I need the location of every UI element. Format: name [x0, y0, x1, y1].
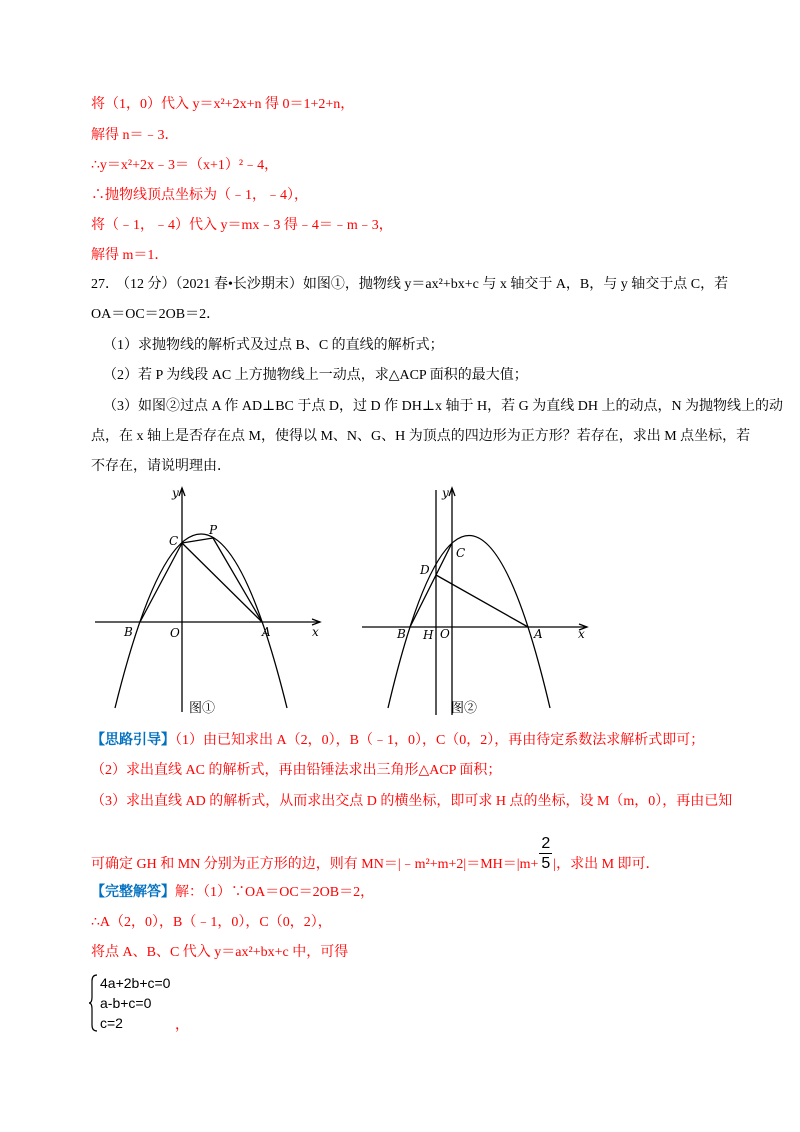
answer-line-2: ∴A（2，0），B（﹣1，0），C（0，2），: [91, 915, 332, 930]
equation-system: [100, 973, 170, 1033]
fraction: [541, 835, 551, 874]
fraction-denominator: 5: [541, 855, 551, 872]
previous-solution-line-6: 解得 m＝1．: [91, 248, 169, 263]
answer-line-1: [91, 883, 374, 903]
hint-line-1: [91, 731, 704, 751]
equation-2: a-b+c=0: [100, 995, 152, 1011]
label-y: y: [442, 486, 449, 500]
problem-stem-part-2: OA＝OC＝2OB＝2．: [91, 307, 221, 322]
label-h: H: [423, 628, 434, 642]
segment-ad: [436, 575, 528, 627]
label-x: x: [578, 627, 585, 641]
figure-1: [90, 480, 330, 720]
previous-solution-line-5: 将（﹣1，﹣4）代入 y＝mx﹣3 得﹣4＝﹣m﹣3，: [91, 218, 393, 233]
answer-tag: 【完整解答】: [91, 885, 175, 900]
hint-line-3: （3）求出直线 AD 的解析式，从而求出交点 D 的横坐标，即可求 H 点的坐标，设 M（m，0），再由已知: [91, 794, 733, 809]
label-o: O: [170, 626, 180, 640]
figure-2: [355, 480, 595, 720]
fraction-numerator: 2: [541, 835, 551, 852]
label-d: D: [420, 563, 430, 577]
hint-line-4: [91, 835, 660, 874]
previous-solution-line-4: ∴抛物线顶点坐标为（﹣1，﹣4），: [91, 188, 308, 203]
equation-trailing-comma: ，: [175, 1018, 189, 1033]
problem-score: （12 分）: [123, 277, 176, 292]
question-1: （1）求抛物线的解析式及过点 B、C 的直线的解析式；: [103, 338, 444, 353]
problem-stem-part-1: 如图①，抛物线 y＝ax²+bx+c 与 x 轴交于 A，B，与 y 轴交于点 C，若: [302, 277, 729, 292]
hint-tag: 【思路引导】: [91, 733, 175, 748]
label-b: B: [124, 625, 133, 639]
hint-line-2: （2）求出直线 AC 的解析式，再由铅锤法求出三角形△ACP 面积；: [91, 763, 502, 778]
brace-path: [89, 975, 97, 1031]
answer-line-3: 将点 A、B、C 代入 y＝ax²+bx+c 中，可得: [91, 945, 349, 960]
problem-source: （2021 春•长沙期末）: [175, 277, 303, 292]
answer-text-1: 解：（1）∵OA＝OC＝2OB＝2，: [175, 885, 375, 900]
previous-solution-line-1: 将（1，0）代入 y＝x²+2x+n 得 0＝1+2+n，: [91, 97, 355, 112]
segment-bc: [410, 543, 452, 627]
label-c: C: [169, 534, 179, 548]
figure-1-caption: 图①: [189, 701, 216, 716]
question-3-line-3: 不存在，请说明理由．: [91, 459, 231, 474]
segment-bc: [140, 543, 182, 622]
label-c: C: [456, 546, 466, 560]
problem-first-line: [91, 275, 728, 295]
question-3-line-1: （3）如图②过点 A 作 AD⊥BC 于点 D，过 D 作 DH⊥x 轴于 H，若 G 为直线 DH 上的动点，N 为抛物线上的动: [103, 399, 784, 414]
label-y: y: [172, 486, 179, 500]
label-a: A: [534, 627, 543, 641]
hint-text-1: （1）由已知求出 A（2，0），B（﹣1，0），C（0，2），再由待定系数法求解析式即可；: [175, 733, 705, 748]
figure-2-caption: 图②: [451, 701, 478, 716]
question-3-line-2: 点，在 x 轴上是否存在点 M，使得以 M、N、G、H 为顶点的四边形为正方形？若存在，求出 M 点坐标，若: [91, 429, 751, 444]
hint-text-4-after: |，求出 M 即可．: [553, 857, 660, 872]
label-a: A: [262, 625, 271, 639]
equation-3: c=2: [100, 1015, 123, 1031]
equation-1: 4a+2b+c=0: [100, 975, 171, 991]
segment-ca: [182, 543, 262, 622]
previous-solution-line-2: 解得 n＝﹣3．: [91, 128, 179, 143]
problem-number: 27．: [91, 277, 119, 292]
label-p: P: [209, 523, 218, 537]
previous-solution-line-3: ∴y＝x²+2x﹣3＝（x+1）²﹣4，: [91, 158, 279, 173]
hint-text-4-before: 可确定 GH 和 MN 分别为正方形的边，则有 MN＝|﹣m²+m+2|＝MH＝|m+: [91, 857, 539, 872]
label-x: x: [312, 625, 319, 639]
question-2: （2）若 P 为线段 AC 上方抛物线上一动点，求△ACP 面积的最大值；: [103, 368, 528, 383]
equation-system-brace: [88, 973, 100, 1033]
label-o: O: [440, 627, 450, 641]
label-b: B: [397, 627, 406, 641]
